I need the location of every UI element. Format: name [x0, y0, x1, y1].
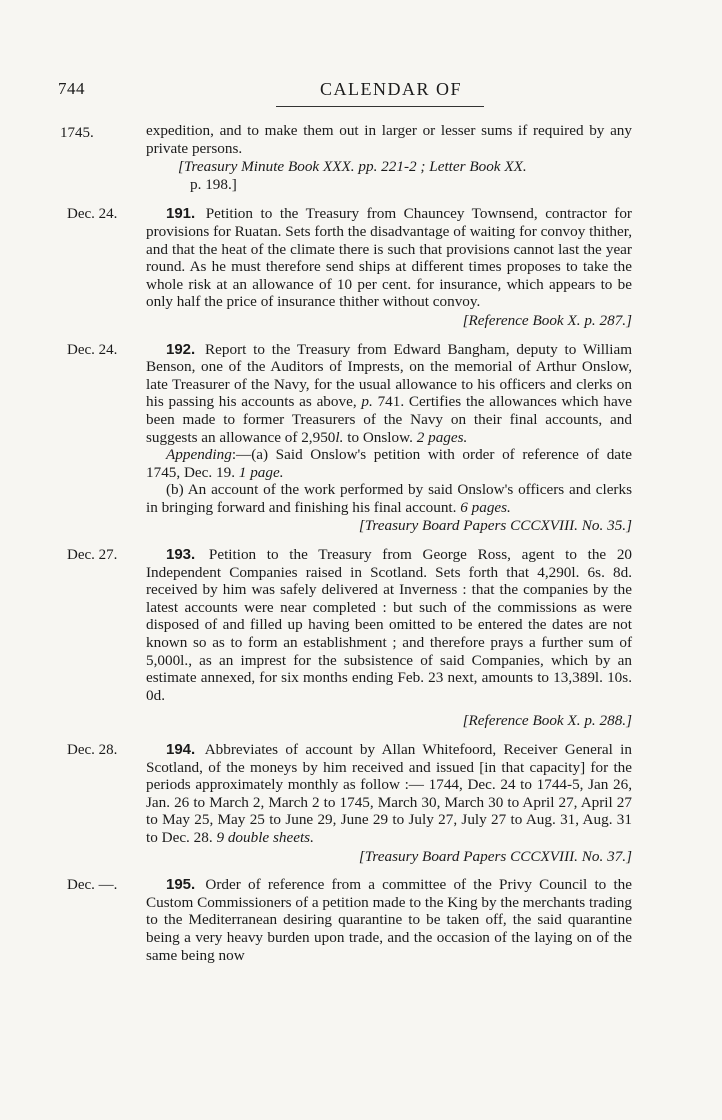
entry-pound-sign: l.	[335, 428, 344, 446]
entry-text: Order of reference from a committee of the Privy Council to the Custom Commissioners of a petition made to the King by the merchants trading to the Mediterranean desiring quarantine to be taken off, the said quarantine being a very heavy burden upon trade, and the occasion of the laying on of the same being now	[146, 876, 633, 964]
appending-label: Appending	[166, 446, 232, 464]
entry-191	[0, 205, 722, 329]
running-head: CALENDAR OF	[320, 79, 463, 99]
appending-a-text: :—(a) Said Onslow's petition with order of reference of date 1745, Dec. 19.	[146, 446, 632, 481]
entry-paragraph	[146, 546, 632, 704]
entry-date: Dec. 24.	[67, 341, 118, 358]
entry-body	[146, 205, 632, 329]
entry-number: 192.	[166, 340, 196, 358]
entry-date: Dec. —.	[67, 877, 118, 894]
entry-text: Report to the Treasury from Edward Bangham, deputy to William Benson, one of the Auditors of Imprests, on the memorial of Arthur Onslow, late Treasurer of the Navy, for the usual allowance to his officers and clerks on his passing his accounts as above,	[146, 340, 633, 411]
entry-text: expedition, and to make them out in larger or lesser sums if required by any private persons.	[146, 122, 632, 157]
entry-reference	[146, 712, 632, 730]
entry-195	[0, 876, 722, 964]
reference-text: [Treasury Board Papers CCCXVIII. No. 35.]	[358, 517, 632, 535]
entry-text: Petition to the Treasury from Chauncey Townsend, contractor for provisions for Ruatan. Sets forth the disadvantage of waiting for convoy thither, and that the heat of the climate there is such that provisions cannot last the year round. As he must therefore send ships at different times proposes to take the whole risk at an allowance of 10 per cent. for insurance, which appears to be only half the price of insurance thither without convoy.	[146, 205, 632, 311]
entry-192	[0, 341, 722, 536]
entry-number: 195.	[166, 876, 196, 894]
entry-pages: 9 double sheets.	[216, 828, 314, 846]
entry-194	[0, 741, 722, 865]
entry-number: 193.	[166, 546, 196, 564]
entry-paragraph	[146, 205, 632, 311]
entry-pages: 2 pages.	[416, 428, 468, 446]
reference-text: [Treasury Board Papers CCCXVIII. No. 37.]	[358, 847, 632, 865]
page-number: 744	[58, 79, 85, 98]
entry-reference	[146, 312, 632, 330]
appending-b-text: (b) An account of the work performed by said Onslow's officers and clerks in bringing forward and finishing his final account.	[146, 481, 632, 516]
entry-reference	[146, 517, 632, 535]
entry-reference-cont: p. 198.]	[190, 175, 237, 193]
appending-b	[146, 481, 632, 516]
entry-body	[146, 122, 632, 193]
entry-text: Abbreviates of account by Allan Whitefoord, Receiver General in Scotland, of the moneys by him received and issued [in that capacity] for the periods approximately monthly as follow :— 1744, Dec. 24 to 1744-5, Jan 26, Jan. 26 to March 2, March 2 to 1745, March 30, March 30 to April 27, April 27 to May 25, May 25 to June 29, June 29 to July 27, July 27 to Aug. 31, Aug. 31 to Dec. 28.	[146, 741, 632, 846]
entry-body	[146, 741, 632, 865]
entry-body	[146, 341, 632, 536]
entry-body	[146, 876, 632, 964]
page-header	[0, 79, 722, 109]
header-rule	[276, 106, 484, 107]
reference-text: [Reference Book X. p. 288.]	[462, 712, 632, 730]
appending-b-pages: 6 pages.	[460, 498, 511, 516]
appending-a	[146, 446, 632, 481]
entry-date: Dec. 27.	[67, 547, 118, 564]
entry-body	[146, 546, 632, 730]
calendar-entries	[0, 122, 722, 975]
entry-date: 1745.	[60, 125, 94, 141]
appending-a-pages: 1 page.	[238, 463, 284, 481]
entry-continuation	[0, 122, 722, 193]
entry-page-abbrev: p.	[361, 393, 373, 411]
entry-number: 194.	[166, 741, 196, 758]
entry-text-3: to Onslow.	[347, 428, 413, 446]
entry-paragraph	[146, 341, 632, 447]
reference-text: [Reference Book X. p. 287.]	[462, 311, 632, 329]
entry-text-2: 741. Certifies the allowances which have been made to former Treasurers of the Navy on their final accounts, and suggests an allowance of 2,950	[146, 393, 633, 446]
reference-minute-book: [Treasury Minute Book XXX. pp. 221-2 ;	[178, 158, 426, 176]
entry-reference	[146, 848, 632, 866]
entry-date: Dec. 28.	[67, 742, 118, 758]
entry-text: Petition to the Treasury from George Ross, agent to the 20 Independent Companies raised in Scotland. Sets forth that 4,290l. 6s. 8d. received by him was safely delivered at Inverness : that the companies by the latest accounts were near completed : but such of the commissions as were disposed of and filled up having been omitted to be entered the dates are not known so as to form an establishment ; and therefore prays a further sum of 5,000l., as an imprest for the subsistence of said Companies, which by an estimate annexed, for six months ending Feb. 23 next, amounts to 13,389l. 10s. 0d.	[146, 546, 633, 704]
entry-reference	[146, 158, 632, 176]
reference-letter-book: Letter Book XX.	[429, 158, 527, 176]
entry-date: Dec. 24.	[67, 206, 118, 223]
entry-number: 191.	[166, 205, 196, 223]
entry-paragraph	[146, 741, 632, 847]
entry-paragraph	[146, 876, 632, 964]
entry-193	[0, 546, 722, 730]
